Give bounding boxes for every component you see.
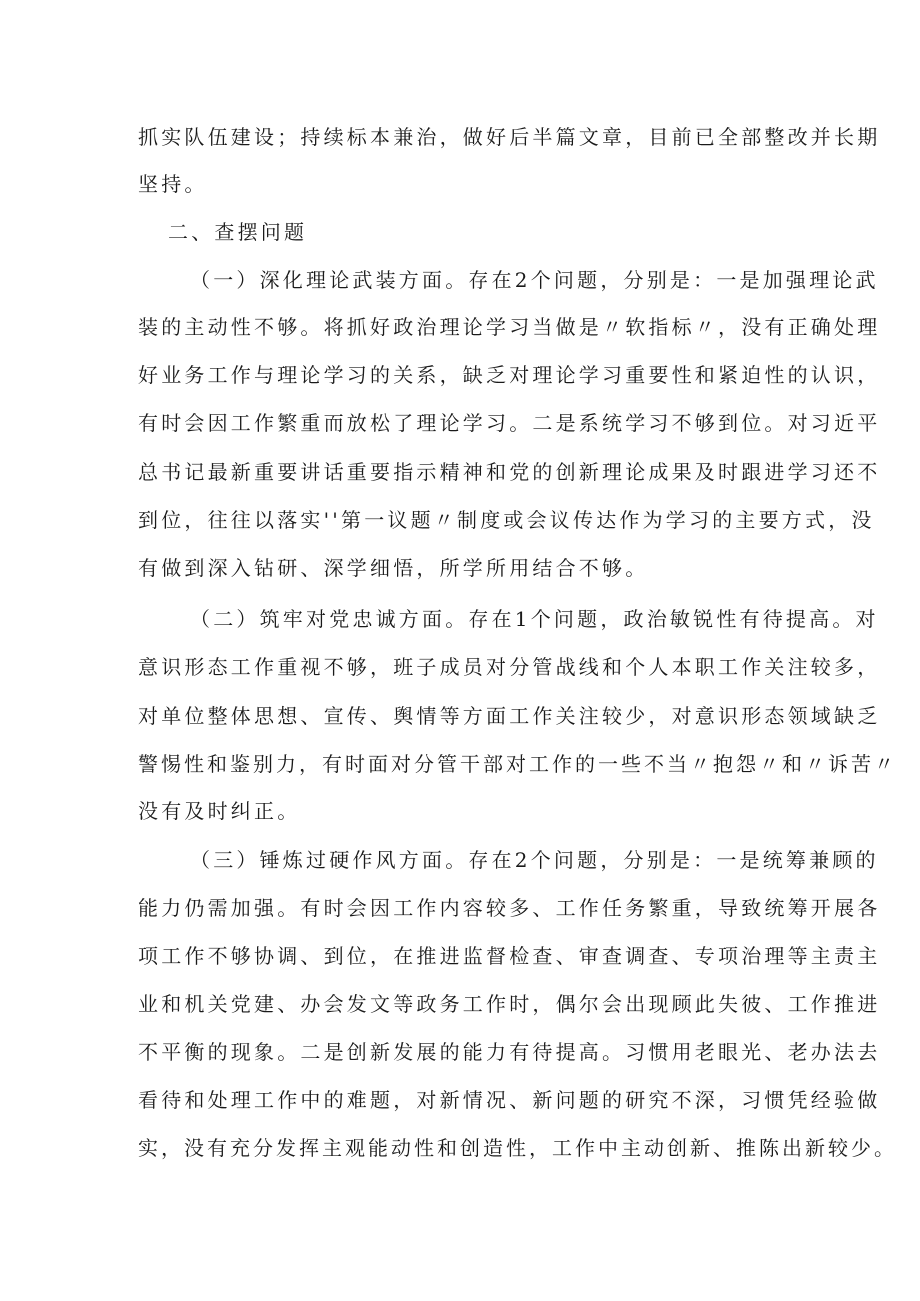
paragraph-line: 没有及时纠正。 (138, 799, 301, 823)
paragraph-line: （一）深化理论武装方面。存在2个问题，分别是：一是加强理论武 (190, 268, 879, 292)
paragraph-line: 项工作不够协调、到位，在推进监督检查、审查调查、专项治理等主责主 (138, 944, 881, 968)
paragraph-line: 到位，往往以落实''第一议题〃制度或会议传达作为学习的主要方式，没 (138, 508, 875, 532)
paragraph-line: 有做到深入钻研、深学细悟，所学所用结合不够。 (138, 556, 649, 580)
paragraph-line: 对单位整体思想、宣传、舆情等方面工作关注较少，对意识形态领域缺乏 (138, 704, 881, 728)
paragraph-line: 总书记最新重要讲话重要指示精神和党的创新理论成果及时跟进学习还不 (138, 460, 881, 484)
paragraph-line: 意识形态工作重视不够，班子成员对分管战线和个人本职工作关注较多， (138, 655, 881, 679)
paragraph-line: 实，没有充分发挥主观能动性和创造性，工作中主动创新、推陈出新较少。 (138, 1136, 897, 1160)
heading-text: 二、查摆问题 (168, 220, 308, 244)
paragraph-line: 装的主动性不够。将抓好政治理论学习当做是〃软指标〃，没有正确处理 (138, 315, 881, 339)
paragraph-line: 警惕性和鉴别力，有时面对分管干部对工作的一些不当〃抱怨〃和〃诉苦〃 (138, 752, 897, 776)
paragraph-line: 看待和处理工作中的难题，对新情况、新问题的研究不深，习惯凭经验做 (138, 1088, 881, 1112)
paragraph-line: （三）锤炼过硬作风方面。存在2个问题，分别是：一是统筹兼顾的 (190, 848, 879, 872)
paragraph-line: 有时会因工作繁重而放松了理论学习。二是系统学习不够到位。对习近平 (138, 411, 881, 435)
paragraph-line: 好业务工作与理论学习的关系，缺乏对理论学习重要性和紧迫性的认识， (138, 363, 881, 387)
paragraph-line: （二）筑牢对党忠诚方面。存在1个问题，政治敏锐性有待提高。对 (190, 607, 879, 631)
paragraph-line: 能力仍需加强。有时会因工作内容较多、工作任务繁重，导致统筹开展各 (138, 896, 881, 920)
paragraph-line: 业和机关党建、办会发文等政务工作时，偶尔会出现顾此失彼、工作推进 (138, 992, 881, 1016)
paragraph-line: 坚持。 (138, 172, 208, 196)
paragraph-line: 不平衡的现象。二是创新发展的能力有待提高。习惯用老眼光、老办法去 (138, 1040, 881, 1064)
paragraph-line: 抓实队伍建设；持续标本兼治，做好后半篇文章，目前已全部整改并长期 (138, 125, 881, 149)
